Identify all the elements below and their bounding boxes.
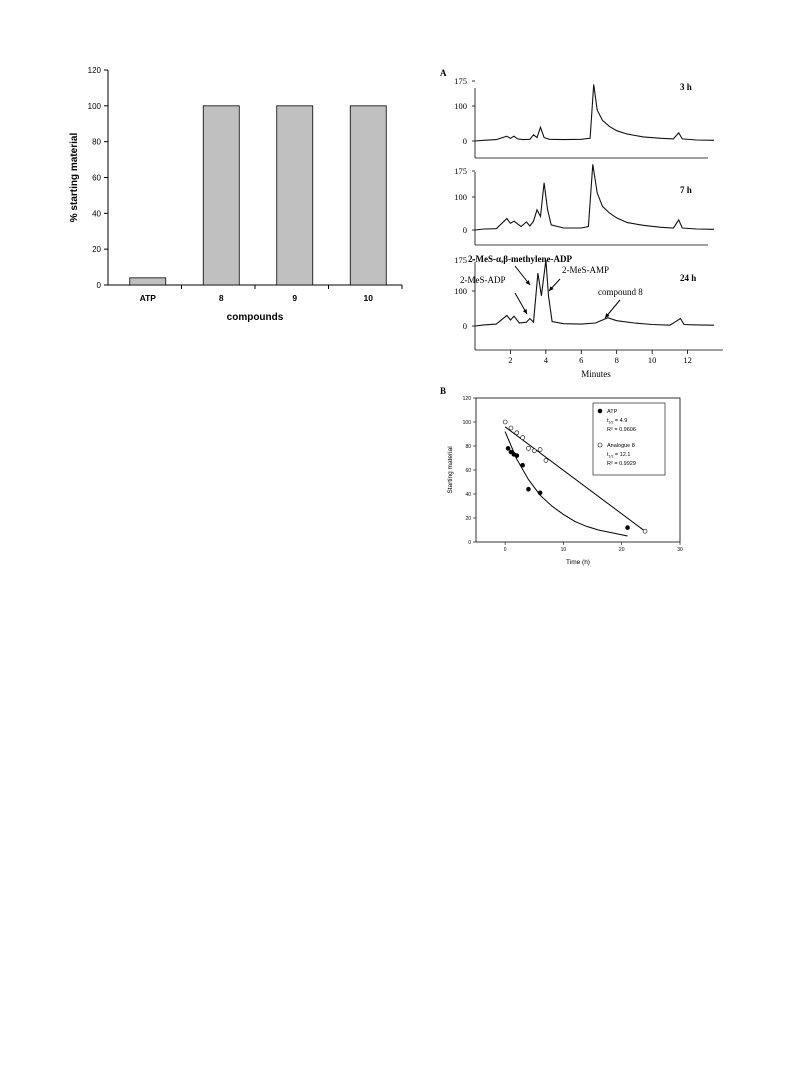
chromatogram-x-tick-label: 8 bbox=[614, 355, 619, 365]
legend-series-name: Analogue 8 bbox=[607, 443, 635, 449]
bar-x-tick-label: 10 bbox=[363, 293, 373, 303]
legend-half-life-value: = 12.1 bbox=[613, 452, 631, 458]
scatter-point bbox=[538, 491, 542, 495]
chromatogram-x-tick-label: 10 bbox=[647, 355, 657, 365]
chromatogram-y-tick-label: 0 bbox=[462, 321, 467, 331]
scatter-y-tick-label: 20 bbox=[465, 516, 471, 522]
scatter-y-axis-title: Starting material bbox=[447, 446, 454, 494]
scatter-point bbox=[515, 431, 519, 435]
scatter-y-tick-label: 0 bbox=[468, 540, 471, 546]
legend-marker bbox=[598, 443, 602, 447]
scatter-x-tick-label: 30 bbox=[677, 547, 683, 553]
bar-y-tick-label: 40 bbox=[92, 209, 101, 219]
chromatogram-x-tick-label: 6 bbox=[579, 355, 584, 365]
bar-10 bbox=[350, 106, 386, 285]
chromatogram-x-axis-title: Minutes bbox=[581, 369, 611, 379]
bar-bars bbox=[130, 106, 387, 285]
bar-8 bbox=[203, 106, 239, 285]
scatter-point bbox=[521, 463, 525, 467]
chromatogram-panel-2 bbox=[454, 164, 714, 245]
scatter-y-tick-label: 100 bbox=[462, 420, 471, 426]
scatter-point bbox=[503, 420, 507, 424]
scatter-y-tick-label: 60 bbox=[465, 468, 471, 474]
chromatogram-annotation: 2-MeS-AMP bbox=[562, 265, 610, 275]
scatter-point bbox=[532, 449, 536, 453]
chromatogram-panel-1 bbox=[454, 76, 714, 158]
chromatogram-y-tick-label: 100 bbox=[454, 192, 467, 202]
scatter-x-tick-label: 0 bbox=[503, 547, 507, 553]
panel-label-a: A bbox=[440, 68, 447, 78]
bar-ATP bbox=[130, 278, 166, 285]
scatter-point bbox=[544, 458, 548, 462]
scatter-y-tick-label: 120 bbox=[462, 396, 471, 402]
scatter-point bbox=[509, 426, 513, 430]
chromatogram-trace-1 bbox=[475, 84, 714, 141]
scatter-legend bbox=[593, 403, 665, 475]
scatter-point bbox=[526, 446, 530, 450]
legend-marker bbox=[598, 409, 602, 413]
bar-y-tick-label: 100 bbox=[87, 101, 101, 111]
legend-half-life-symbol: t bbox=[607, 418, 609, 424]
bar-y-ticks bbox=[88, 66, 108, 290]
chromatogram-time-label: 3 h bbox=[680, 82, 692, 92]
legend-half-life-value: = 4.9 bbox=[613, 418, 628, 424]
legend-half-life-subscript: 1/2 bbox=[608, 454, 614, 459]
bar-y-axis-title: % starting material bbox=[69, 132, 80, 223]
chromatogram-y-tick-label: 0 bbox=[462, 225, 467, 235]
scatter-point bbox=[526, 487, 530, 491]
scatter-point bbox=[626, 526, 630, 530]
chromatogram-annotation: 2-MeS-ADP bbox=[460, 275, 506, 285]
chromatogram-annotation: compound 8 bbox=[598, 287, 643, 297]
chromatogram-trace-2 bbox=[475, 164, 714, 230]
chromatogram-time-label: 7 h bbox=[680, 185, 692, 195]
legend-r-squared: R² = 0.9929 bbox=[607, 461, 636, 467]
bar-chart bbox=[69, 66, 402, 323]
chromatogram-y-tick-label: 100 bbox=[454, 101, 467, 111]
bar-y-tick-label: 60 bbox=[92, 173, 101, 183]
scatter-point bbox=[506, 446, 510, 450]
chromatogram-annotations bbox=[460, 254, 643, 318]
scatter-y-tick-label: 80 bbox=[465, 444, 471, 450]
legend-series-name: ATP bbox=[607, 409, 618, 415]
legend-r-squared: R² = 0.9606 bbox=[607, 427, 636, 433]
chromatogram-x-ticks bbox=[475, 350, 723, 365]
chromatogram-x-tick-label: 12 bbox=[683, 355, 692, 365]
chromatogram-y-tick-label: 175 bbox=[454, 166, 467, 176]
bar-x-tick-label: 9 bbox=[292, 293, 298, 303]
chromatogram-y-tick-label: 100 bbox=[454, 286, 467, 296]
bar-y-tick-label: 20 bbox=[92, 245, 101, 255]
scatter-point bbox=[538, 448, 542, 452]
bar-x-tick-label: 8 bbox=[218, 293, 224, 303]
scatter-x-tick-label: 20 bbox=[618, 547, 625, 553]
bar-y-tick-label: 0 bbox=[96, 281, 101, 290]
chromatogram-x-tick-label: 4 bbox=[543, 355, 548, 365]
scatter-chart bbox=[440, 386, 683, 566]
chromatogram-y-tick-label: 0 bbox=[462, 136, 467, 146]
legend-half-life-symbol: t bbox=[607, 452, 609, 458]
bar-x-axis-title: compounds bbox=[226, 312, 284, 323]
scatter-point bbox=[515, 454, 519, 458]
scatter-point bbox=[521, 436, 525, 440]
bar-x-tick-labels bbox=[140, 285, 402, 303]
chromatogram-chart bbox=[440, 68, 723, 379]
scatter-point bbox=[643, 529, 647, 533]
chromatogram-y-tick-label: 175 bbox=[454, 76, 467, 86]
scatter-x-axis-title: Time (h) bbox=[566, 559, 590, 566]
bar-9 bbox=[277, 106, 313, 285]
panel-label-b: B bbox=[440, 386, 447, 396]
chromatogram-time-label: 24 h bbox=[680, 273, 697, 283]
chromatogram-x-tick-label: 2 bbox=[508, 355, 513, 365]
scatter-y-tick-label: 40 bbox=[465, 492, 471, 498]
chromatogram-annotation: 2-MeS-α,β-methylene-ADP bbox=[468, 254, 572, 264]
chromatogram-y-tick-label: 175 bbox=[454, 255, 467, 265]
bar-y-tick-label: 80 bbox=[92, 137, 101, 147]
scatter-x-tick-label: 10 bbox=[560, 547, 567, 553]
scatter-x-ticks bbox=[504, 542, 683, 553]
legend-half-life-subscript: 1/2 bbox=[608, 420, 614, 425]
chromatogram-panels bbox=[454, 76, 714, 350]
bar-x-tick-label: ATP bbox=[139, 293, 156, 303]
bar-y-tick-label: 120 bbox=[87, 66, 101, 75]
scatter-y-ticks bbox=[463, 396, 476, 546]
